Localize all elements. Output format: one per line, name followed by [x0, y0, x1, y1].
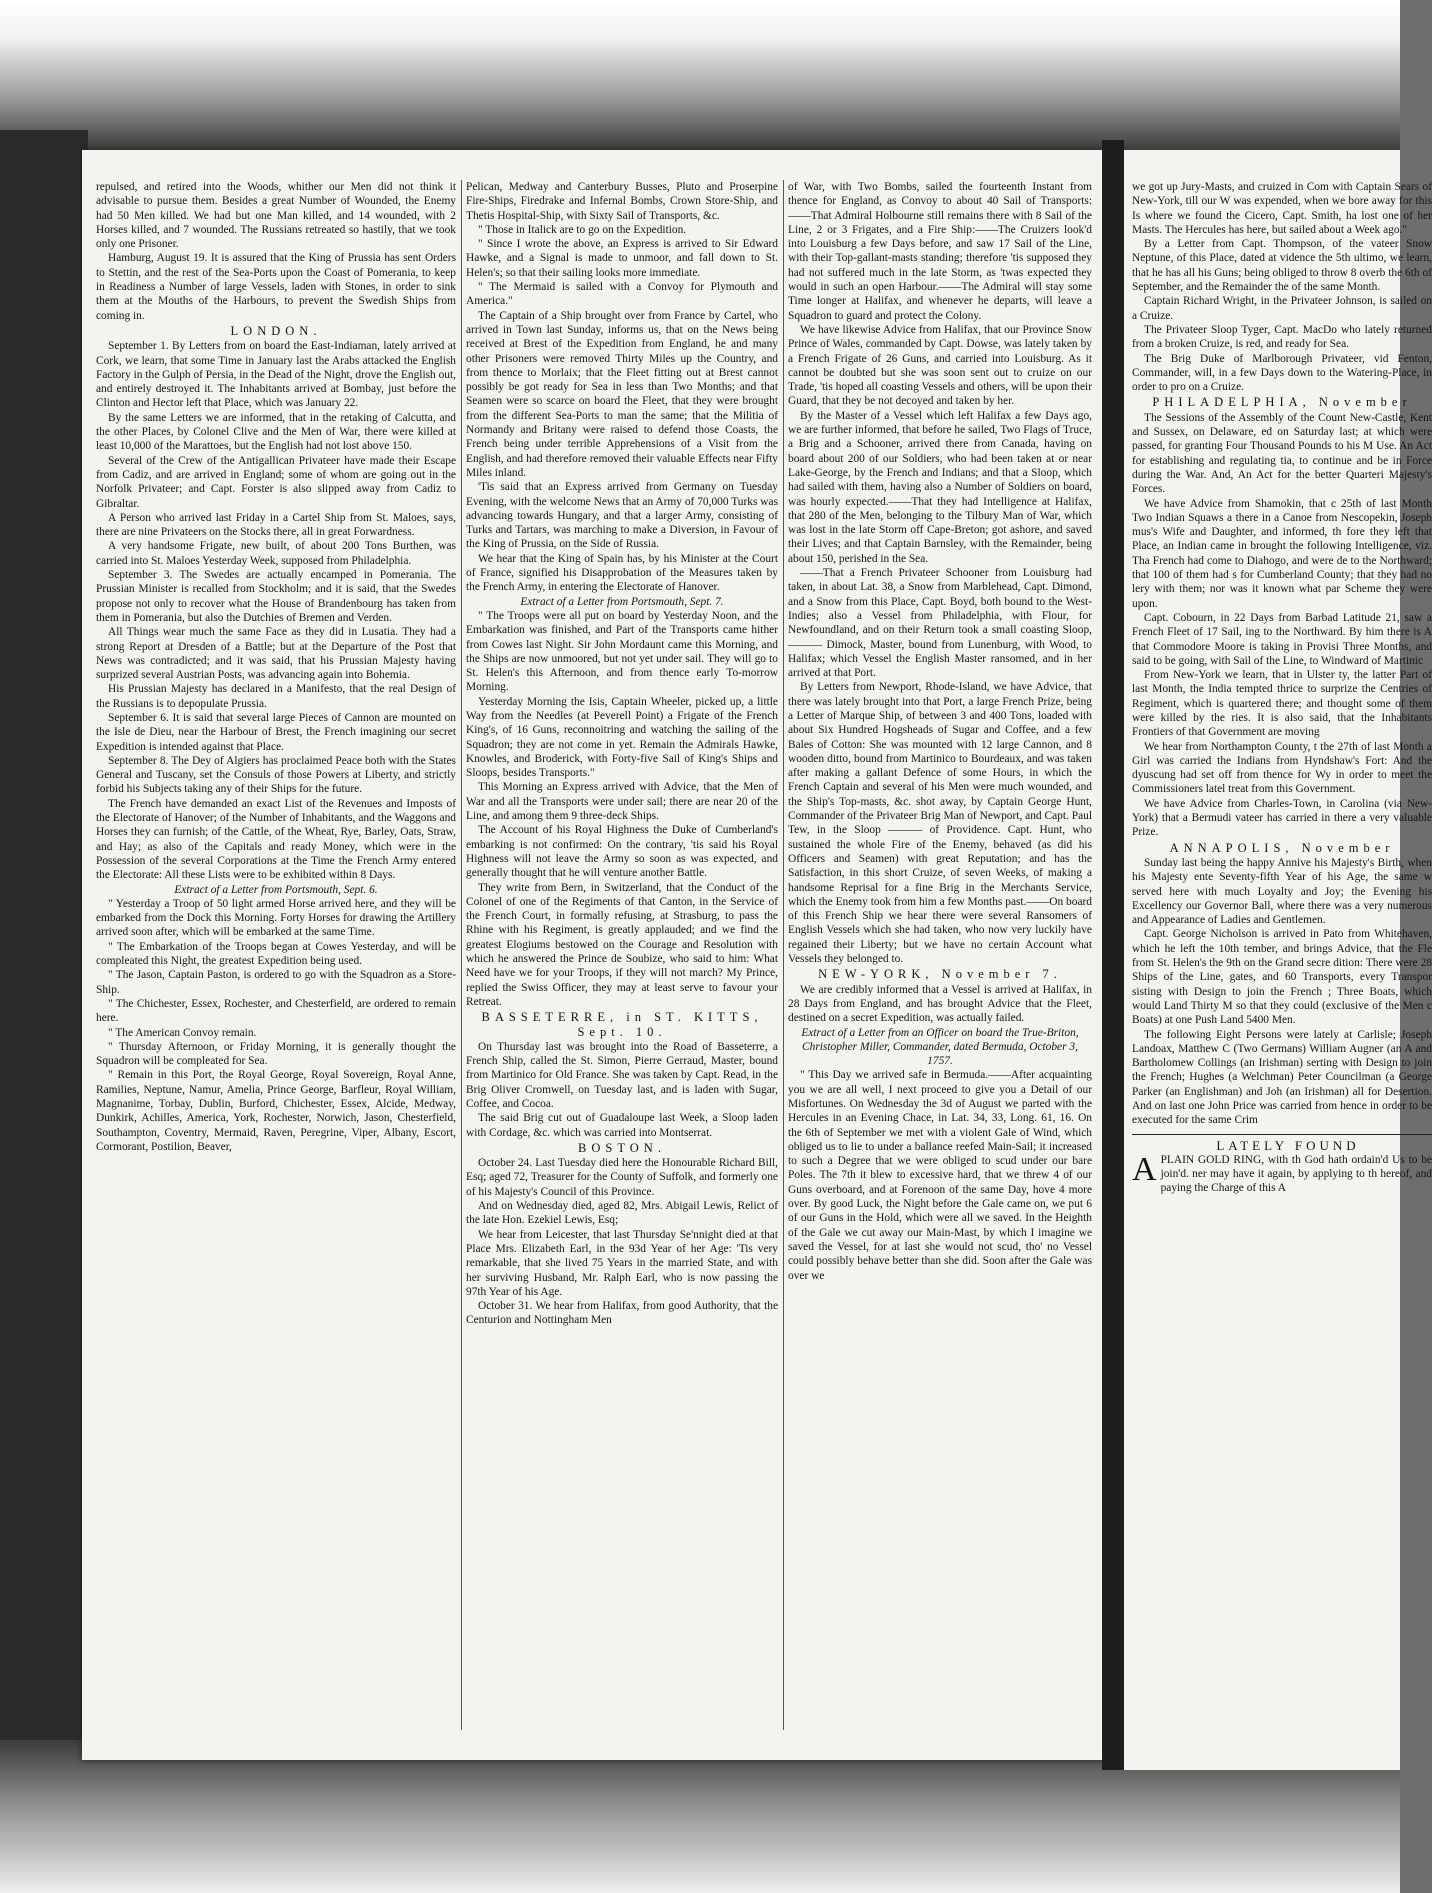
- paragraph: " The Mermaid is sailed with a Convoy for Plymouth and America.": [466, 281, 778, 308]
- column-rule: [461, 180, 462, 1730]
- paragraph: The Sessions of the Assembly of the Count New-Castle, Kent and Sussex, on Delaware, ed on Saturday last; at which were passed, for granting Four Thousand Pounds to his M Use. An Act for establishing and regulating tia, to continue and be in Force during the War. And, An Act for the better Quarteri Majesty's Forces.: [1132, 411, 1432, 496]
- paragraph: And on Wednesday died, aged 82, Mrs. Abigail Lewis, Relict of the late Hon. Ezekiel Lewis, Esq;: [466, 1200, 778, 1227]
- paragraph: By the Master of a Vessel which left Halifax a few Days ago, we are further informed, that before he sailed, Two Flags of Truce, a Brig and a Schooner, arrived there from Canada, having on board about 200 of our Soldiers, who had been taken at or near Lake-George, by the French and Indians; and that a Sloop, which had sailed with them, having also a Number of Soldiers on board, was hourly expected.——That they had Intelligence at Halifax, that 280 of the Men, belonging to the Tilbury Man of War, which was lost in the late Storm off Cape-Breton; got ashore, and saved their Lives; and that Captain Barnsley, with the Remainder, being about 150, perished in the Sea.: [788, 409, 1092, 565]
- paragraph: Pelican, Medway and Canterbury Busses, Pluto and Proserpine Fire-Ships, Firedrake and Infernal Bombs, Crown Store-Ship, and Thetis Hospital-Ship, with Sixty Sail of Transports, &c.: [466, 181, 778, 222]
- paragraph: Yesterday Morning the Isis, Captain Wheeler, picked up, a little Way from the Needles (at Peverell Point) a Frigate of the French King's, of 16 Guns, reconnoitring and watching the sailing of the Squadron; they are not come in yet. Remain the Admirals Hawke, Knowles, and Broderick, with Forty-five Sail of King's Ships and Sloops, besides Transports.": [466, 695, 778, 780]
- paragraph: The French have demanded an exact List of the Revenues and Imposts of the Electorate of Hanover; of the Number of Inhabitants, and the Waggons and Horses they can furnish; of the Cattle, of the Wheat, Rye, Barley, Oats, Straw, and Hay; as also of the Capitals and ready Money, which were in the Possession of the several Corporations at the Time the French Army entered the Electorate: All these Lists were to be exhibited within 8 Days.: [96, 797, 456, 882]
- paragraph: Capt. George Nicholson is arrived in Pato from Whitehaven, which he left the 10th tember, and brings Advice, that the Fle from St. Helen's the 9th on the Grand secre dition: There were 28 Ships of the Line, gates, and 60 Transports, every Transpor sisting with Design to join the French ; Three Boats, which would Land Thirty M so that they could (exclusive of the Men c Boats) at one Push Land 5400 Men.: [1132, 928, 1432, 1027]
- extract-heading: Extract of a Letter from Portsmouth, Sept. 6.: [174, 883, 378, 896]
- paragraph: " This Day we arrived safe in Bermuda.——After acquainting you we are all well, I next proceed to give you a Detail of our Misfortunes. On Wednesday the 3d of August we parted with the Hercules in an Evening Chace, in Lat. 34, 33, Long. 61, 16. On the 6th of September we met with a violent Gale of Wind, which obliged us to lie to under a ballance reefed Main-Sail; it increased to such a Degree that we were obliged to scud under our bare Poles. The 7th it blew to excessive hard, that we threw 4 of our Guns overboard, and at Forenoon of the same Day, hove 4 more over. By good Luck, the Night before the Gale came on, we put 6 of our Guns in the Hold, which were all we saved. In the Heighth of the Gale we cut away our Main-Mast, by which I imagine we saved the Vessel, for at last she would not scud, tho' no Vessel could possibly behave better than she did. Soon after the Gale was over we: [788, 1069, 1092, 1282]
- scan-backdrop-top: [0, 0, 1400, 150]
- paragraph: A Person who arrived last Friday in a Cartel Ship from St. Maloes, says, there are nine Privateers on the Stocks there, all in great Forwardness.: [96, 511, 456, 539]
- paragraph: We have Advice from Charles-Town, in Carolina (via New-York) that a Bermudi vateer has carried in there a very valuable Prize.: [1132, 797, 1432, 839]
- advertisement-rule: [1132, 1134, 1432, 1135]
- paragraph: " Thursday Afternoon, or Friday Morning, it is generally thought the Squadron will be compleated for Sea.: [96, 1040, 456, 1068]
- paragraph: Several of the Crew of the Antigallican Privateer have made their Escape from Cadiz, and are arrived in England; some of whom are going out in the Norfolk Privateer; and Capt. Forster is also slipped away from Cadiz to Gibraltar.: [96, 454, 456, 510]
- dateline-philadelphia: PHILADELPHIA, November: [1152, 395, 1412, 410]
- page-gutter: [1102, 140, 1124, 1770]
- paragraph: They write from Bern, in Switzerland, that the Conduct of the Colonel of one of the Regiments of that Canton, in the Service of the French Court, in formally refusing, at Strasburg, to pass the Rhine with his Regiment, is greatly applauded; and we find the greatest Elogiums bestowed on the Courage and Resolution with which he answered the Prince de Soubize, who said to him: What Need have we for your Troops, if they will not march? My Prince, replied the Swiss Officer, they may at least serve to favour your Retreat.: [466, 881, 778, 1008]
- paragraph: A very handsome Frigate, new built, of about 200 Tons Burthen, was carried into St. Maloes Yesterday Week, supposed from Philadelphia.: [96, 540, 456, 567]
- paragraph: September 3. The Swedes are actually encamped in Pomerania. The Prussian Minister is recalled from Stockholm; and it is said, that the Swedes propose not only to recover what the House of Brandenbourg has taken from them in Pomerania, but also the Dutchies of Bremen and Verden.: [96, 569, 456, 624]
- paragraph: We hear from Northampton County, t the 27th of last Month a Girl was carried the Indians from Hyndshaw's Fort: And the dyuscung had set off from thence for Wy in order to meet the Commissioners latel treat from this Government.: [1132, 740, 1432, 796]
- paragraph: " Since I wrote the above, an Express is arrived to Sir Edward Hawke, and a Signal is made to unmoor, and fall down to St. Helen's; so that their sailing looks more immediate.: [466, 238, 778, 279]
- paragraph: " The Embarkation of the Troops began at Cowes Yesterday, and will be compleated this Night, the greatest Expedition being used.: [96, 940, 456, 968]
- column-4-cropped: [1132, 180, 1432, 1770]
- paragraph: All Things wear much the same Face as they did in Lusatia. They had a strong Report at Dresden of a Battle; but at the Departure of the Post that News was contradicted; and it was said, that his Prussian Majesty having surprized several Austrian Posts, was advancing again into Bohemia.: [96, 626, 456, 682]
- column-rule: [783, 180, 784, 1730]
- extract-heading: Extract of a Letter from Portsmouth, Sept. 7.: [520, 595, 724, 608]
- paragraph: From New-York we learn, that in Ulster ty, the latter Part of last Month, the India tempted thrice to surprize the Centries of Regiment, which is quartered there; and thought some of them were killed by the ries. It is also said, that the Inhabitants Frontiers of that Government are moving: [1132, 669, 1432, 739]
- paragraph: His Prussian Majesty has declared in a Manifesto, that the real Design of the Russians is to depopulate Prussia.: [96, 683, 456, 710]
- paragraph: " The Jason, Captain Paston, is ordered to go with the Squadron as a Store-Ship.: [96, 969, 456, 996]
- paragraph: By Letters from Newport, Rhode-Island, we have Advice, that there was lately brought into that Port, a large French Prize, being a Letter of Marque Ship, of between 3 and 400 Tons, loaded with about Six Hundred Hogsheads of Sugar and Coffee, and a few Bales of Cotton: She was mounted with 12 large Cannon, and 8 wooden ditto, bound from Martinico to Bourdeaux, and was taken after making a gallant Defence of some Hours, in which the French Captain and several of his Men were much wounded, and the Ship's Top-masts, &c. shot away, by Captain George Hunt, Commander of the Privateer Brig Man of Newport, and Capt. Paul Tew, in the Sloop ——— of Providence. Capt. Hunt, who sustained the whole Fire of the Enemy, behaved (as did his Officers and Seamen) with great Reputation; and has the Satisfaction, in this short Cruize, of seven Weeks, of making a handsome Reprisal for a fine Brig in the Merchants Service, which the Enemy took from him a few Months past.——On board of this French Ship we hear there were several Ransomers of English Vessels which she had taken, who now very luckily have regained their Liberty; but we have no certain Account what Vessels they belonged to.: [788, 681, 1092, 966]
- paragraph: We have Advice from Shamokin, that c 25th of last Month Two Indian Squaws a there in a Canoe from Nescopekin, Joseph mus's Wife and Daughter, and informed, th fore they left that Place, an Indian came in brought the following Intelligence, viz. Tha French had come to Diahogo, and were de to the Northward; that 100 of them had s for Cumberland County; that they had no lery with them; nor was it known what par Scheme they were upon.: [1132, 497, 1432, 610]
- paragraph: The said Brig cut out of Guadaloupe last Week, a Sloop laden with Cordage, &c. which was carried into Montserrat.: [466, 1112, 778, 1139]
- scan-backdrop-left: [0, 130, 88, 1770]
- paragraph: This Morning an Express arrived with Advice, that the Men of War and all the Transports were under sail; there are near 20 of the Line, and among them 9 three-deck Ships.: [466, 781, 778, 823]
- paragraph: September 8. The Dey of Algiers has proclaimed Peace both with the States General and Tuscany, set the Consuls of those Powers at Liberty, and strictly forbid his Subjects taking any of their Ships for the future.: [96, 754, 456, 796]
- advertisement-heading: LATELY FOUND: [1216, 1137, 1360, 1153]
- paragraph: We hear from Leicester, that last Thursday Se'nnight died at that Place Mrs. Elizabeth Earl, in the 93d Year of her Age: 'Tis very remarkable, that she lived 75 Years in the married State, and with her surviving Husband, Mr. Ralph Earl, who is now passing the 97th Year of his Age.: [466, 1228, 778, 1298]
- section-heading-london: LONDON.: [230, 323, 322, 338]
- paragraph: We have likewise Advice from Halifax, that our Province Snow Prince of Wales, commanded by Capt. Dowse, was lately taken by a French Frigate of 26 Guns, and carried into Louisburg. As it cannot be doubted but she was soon sent out to cruize on our Trade, 'tis hoped all coasting Vessels and others, will be upon their Guard, that they be not decoyed and taken by her.: [788, 323, 1092, 408]
- paragraph: The Brig Duke of Marlborough Privateer, vid Fenton, Commander, will, in a few Days down to the Watering-Place, in order to pro on a Cruize.: [1132, 352, 1432, 394]
- paragraph: repulsed, and retired into the Woods, whither our Men did not think it advisable to pursue them. Besides a great Number of Wounded, the Enemy had 50 Men killed. We had but one Man killed, and 14 wounded, with 2 Horses killed, and 7 wounded. The Russians retreated so hastily, that we took only one Prisoner.: [96, 181, 456, 251]
- paragraph: " Remain in this Port, the Royal George, Royal Sovereign, Royal Anne, Ramilies, Neptune, Namur, Amelia, Prince George, Barfleur, Royal William, Magnanime, Torbay, Dublin, Burford, Chichester, Essex, Alcide, Medway, Dunkirk, Achilles, America, York, Rochester, Norwich, Jason, Chesterfield, Southampton, Coventry, Mermaid, Raven, Peregrine, Viper, Albany, Escort, Cormorant, Postilion, Beaver,: [96, 1069, 456, 1153]
- dateline-annapolis: ANNAPOLIS, November: [1169, 840, 1395, 855]
- paragraph: we got up Jury-Masts, and cruized in Com with Captain Sears of New-York, till our W was expended, when we bore away for this Is where we found the Cicero, Capt. Smith, ha lost one of her Masts. The Hercules has here, but sailed about a Week ago.": [1132, 181, 1432, 236]
- advertisement: [1132, 1139, 1432, 1196]
- paragraph: The following Eight Persons were lately at Carlisle; Joseph Landoax, Matthew C (Two Germans) William Augner (an A and Bartholomew Collings (an Irishman) serting with Design to join the French; Hughes (a Welchman) Peter Councilman (a George Parker (an Englishman) and Joh (an Irishman) all for Desertion. And on last one John Price was carried from hence in order to be executed for the same Crim: [1132, 1028, 1432, 1127]
- extract-heading: Extract of a Letter from an Officer on board the True-Briton, Christopher Miller, Commander, dated Bermuda, October 3, 1757.: [801, 1026, 1079, 1068]
- paragraph: The Privateer Sloop Tyger, Capt. MacDo who lately returned from a broken Cruize, is red, and ready for Sea.: [1132, 323, 1432, 351]
- paragraph: Hamburg, August 19. It is assured that the King of Prussia has sent Orders to Stettin, and the rest of the Sea-Ports upon the Coast of Pomerania, to keep in Readiness a Number of large Vessels, laden with Stones, in order to sink them at the Mouths of the Harbours, to prevent the Swedish Ships from coming in.: [96, 252, 456, 322]
- paragraph: " Those in Italick are to go on the Expedition.: [478, 223, 687, 236]
- paragraph: We are credibly informed that a Vessel is arrived at Halifax, in 28 Days from England, and has brought Advice that the Fleet, destined on a secret Expedition, was actually failed.: [788, 983, 1092, 1025]
- paragraph: September 6. It is said that several large Pieces of Cannon are mounted on the Isle de Dieu, near the Harbour of Brest, the French imagining our secret Expedition is intended against that Place.: [96, 711, 456, 753]
- paragraph: The Account of his Royal Highness the Duke of Cumberland's embarking is not confirmed: On the contrary, 'tis said his Royal Highness will not leave the Army so soon as was expected, and generally thought that he will venture another Battle.: [466, 824, 778, 880]
- paragraph: 'Tis said that an Express arrived from Germany on Tuesday Evening, with the welcome News that an Army of 70,000 Turks was advancing towards Hungary, and that a larger Army, consisting of Turks and Tartars, was marching to make a Diversion, in Favour of the King of Prussia, on the Side of Russia.: [466, 481, 778, 551]
- paragraph: " The American Convoy remain.: [108, 1026, 257, 1039]
- paragraph: September 1. By Letters from on board the East-Indiaman, lately arrived at Cork, we learn, that some Time in January last the Arabs attacked the English Factory in the Gulph of Persia, in the Dead of the Night, drove the English out, and entirely destroyed it. The Inhabitants arrived at Bombay, just before the Clinton and Hector left that Place, which was January 22.: [96, 340, 457, 410]
- paragraph: " Yesterday a Troop of 50 light armed Horse arrived here, and they will be embarked from the Dock this Morning. Forty Horses for drawing the Artillery arrived soon after, which will be embarked at the same Time.: [96, 897, 456, 939]
- paragraph: ——That a French Privateer Schooner from Louisburg had taken, in about Lat. 38, a Snow from Marblehead, Capt. Dimond, and a Snow from this Place, Capt. Boyd, both bound to the West-Indies; also a Vessel from Philadelphia, with Flour, for Newfoundland, and on their Return took a small coasting Sloop, ——— Dimock, Master, bound from Lunenburg, with Wood, to Halifax; which Vessel the English Master ransomed, and in her arrived at that Port.: [788, 567, 1092, 680]
- advertisement-text: PLAIN GOLD RING, with th God hath ordain'd Us to be join'd. ner may have it again, by applying to th hereof, and paying the Charge of this A: [1160, 1153, 1432, 1195]
- column-3: [788, 180, 1092, 1750]
- paragraph: By a Letter from Capt. Thompson, of the vateer Snow Neptune, of this Place, dated at vidence the 5th ultimo, we learn, that he has all his Guns; being obliged to throw 8 overb the 6th of September, and the Remainder the of the same Month.: [1132, 238, 1432, 294]
- dateline-new-york: NEW-YORK, November 7.: [818, 967, 1062, 982]
- paragraph: Capt. Cobourn, in 22 Days from Barbad Latitude 21, saw a French Fleet of 17 Sail, ing to the Northward. By him there is A that Commodore Moore is taking in Provisi Three Months, and said to be going, with Sail of the Line, to Windward of Martinic: [1132, 611, 1432, 667]
- drop-cap: A: [1132, 1150, 1157, 1188]
- paragraph: October 24. Last Tuesday died here the Honourable Richard Bill, Esq; aged 72, Treasurer for the County of Suffolk, and formerly one of his Majesty's Council of this Province.: [466, 1157, 778, 1198]
- paragraph: The Captain of a Ship brought over from France by Cartel, who arrived in Town last Sunday, informs us, that on the News being received at Brest of the Expedition from England, he and many other Prisoners were removed Thirty Miles up the Country, and from thence to Morlaix; that the Fleet fitting out at Brest cannot possibly be got ready for Sea in less than Two Months; and that Seamen were so scarce on board the Fleet, that they were brought from the different Sea-Ports to man the same; that the Militia of Normandy and Britany were raised to defend those Coasts, the French being under terrible Apprehensions of a Visit from the English, and had therefore removed their valuable Effects near Fifty Miles inland.: [466, 309, 778, 479]
- paragraph: " The Troops were all put on board by Yesterday Noon, and the Embarkation was finished, and Part of the Transports came hither from Cowes last Night. Sir John Mordaunt came this Morning, and the Ships are now unmoored, but not yet under sail. They will go to St. Helen's this Afternoon, and from thence early To-morrow Morning.: [466, 609, 778, 694]
- paragraph: Sunday last being the happy Annive his Majesty's Birth, when his Majesty ente Seventy-fifth Year of his Age, the same w served here with much Loyalty and Joy; the Evening his Excellency our Governor Ball, where there was a very numerous and Appearance of Ladies and Gentlemen.: [1132, 856, 1432, 927]
- paragraph: We hear that the King of Spain has, by his Minister at the Court of France, signified his Disapprobation of the Measures taken by the French Army, in entering the Electorate of Hanover.: [466, 552, 778, 594]
- section-heading-boston: BOSTON.: [578, 1140, 666, 1155]
- dateline-basseterre: BASSETERRE, in ST. KITTS, Sept. 10.: [481, 1010, 763, 1039]
- newspaper-page-right: [1124, 150, 1432, 1770]
- paragraph: of War, with Two Bombs, sailed the fourteenth Instant from thence for England, as Convoy to about 40 Sail of Transports:——That Admiral Holbourne still remains there with 8 Sail of the Line, 2 or 3 Frigates, and a Fire Ship:——The Cruizers look'd into Louisburg a few Days before, and saw 17 Sail of the Line, with their Top-gallant-masts standing; therefore 'tis supposed they had not suffered much in the late Storm, as 'twas expected they would in such an open Harbour.——The Admiral will stay some Time longer at Halifax, and whenever he departs, will leave a Squadron to guard and protect the Colony.: [788, 181, 1092, 322]
- paragraph: On Thursday last was brought into the Road of Basseterre, a French Ship, called the St. Simon, Pierre Gerraud, Master, bound from Martinico for Old France. She was taken by Capt. Read, in the Brig Oliver Cromwell, on Tuesday last, and is laden with Sugar, Coffee, and Cocoa.: [466, 1040, 778, 1110]
- paragraph: October 31. We hear from Halifax, from good Authority, that the Centurion and Nottingham Men: [466, 1300, 778, 1327]
- paragraph: " The Chichester, Essex, Rochester, and Chesterfield, are ordered to remain here.: [96, 997, 456, 1025]
- column-2: [466, 180, 778, 1750]
- column-1: [96, 180, 456, 1750]
- paragraph: By the same Letters we are informed, that in the retaking of Calcutta, and the other Places, by Colonel Clive and the Men of War, there were killed at least 10,000 of the Marattoes, but the English had not lost above 150.: [96, 411, 456, 453]
- paragraph: Captain Richard Wright, in the Privateer Johnson, is sailed on a Cruize.: [1132, 295, 1432, 322]
